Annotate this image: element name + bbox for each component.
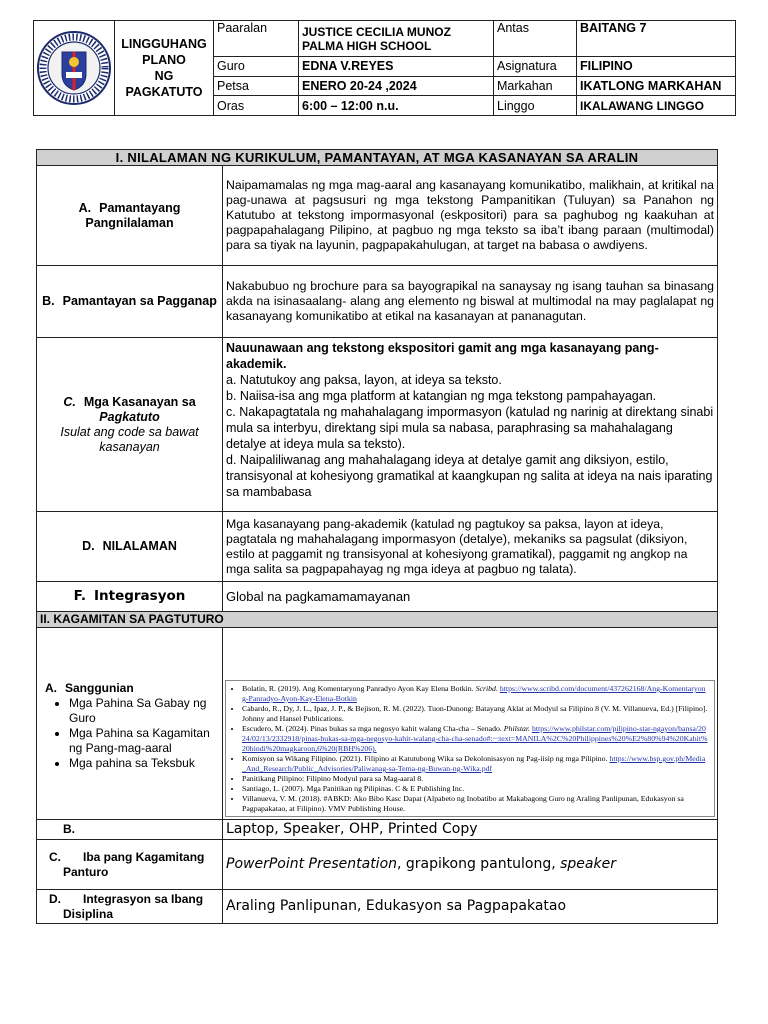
code-note: Isulat ang code sa bawat kasanayan [60,424,199,454]
integrasyon-disiplina-text: Araling Panlipunan, Edukasyon sa Pagpapakatao [223,890,718,924]
doc-title-line-1: LINGGUHANG [121,37,207,51]
mga-kasanayan-content: Nauunawaan ang tekstong ekspositori gamit ang mga kasanayang pang-akademik. a. Natutukoy ang paksa, layon, at ideya sa teksto. b. Naiisa-isa ang mga platform at katangian ng mga tekstong pampahayagan. c. Nakapagtatala ng mahahalagang impormasyon (katulad ng narinig at direktang sinabi mula sa interbyu, direktang sipi mula sa nabasa, paraphrasing sa mahahalagang detalye at ideya mula sa teksto). d. Naipaliliwanag ang mahahalagang ideya at detalye gamit ang diksiyon, estilo, transisyonal at kohesiyong gramatikal at kaangkupan ng salita at ideya na nais iparating sa mambabasa [223,338,718,512]
row-label: Iba pang Kagamitang Panturo [63,849,205,879]
kasanayan-heading: Nauunawaan ang tekstong ekspositori gamit ang mga kasanayang pang-akademik [226,341,659,371]
linggo-value: IKALAWANG LINGGO [577,96,736,116]
reference-item [242,724,708,754]
kagamitan-italic: PowerPoint Presentation [226,856,398,872]
kagamitan-italic: speaker [560,856,616,872]
pamantayang-pangnilalaman-label [37,166,223,266]
row-letter: A. [45,680,57,695]
row-letter: B. [42,294,55,308]
reference-source: Scribd. [475,684,500,693]
references-list [232,684,708,814]
row-label: Integrasyon [93,588,186,604]
reference-item [242,684,708,704]
row-label: Integrasyon sa Ibang Disiplina [63,891,204,921]
oras-label: Oras [214,96,299,116]
sanggunian-bullet: • Mga Pahina Sa Gabay ng Guro [69,696,220,726]
references-image [225,680,715,817]
iba-pang-kagamitan-label [37,840,223,890]
nilalaman-text: Mga kasanayang pang-akademik (katulad ng pagtukoy sa paksa, layon at ideya, pagtatala ng mahahalagang impormasyon (detalye), mekaniks sa pagsulat (diksiyon, estilo at paggamit ng transisyonal at kohesiyong gramatikal), paggamit ng angkop na mga salita sa pagpapahayag ng mga ideya at pagbuo ng talata). [223,512,718,582]
iba-pa-label [37,820,223,840]
reference-item [242,794,708,814]
doc-title-line-2: PLANO [142,53,186,67]
row-label: NILALAMAN [102,539,177,553]
mga-kasanayan-label [37,338,223,512]
reference-item [242,704,708,724]
row-letter: C. [49,849,61,864]
row-label: Sanggunian [65,680,134,695]
asignatura-value: FILIPINO [577,57,736,77]
sanggunian-bullet: • Mga Pahina sa Kagamitan ng Pang-mag-aaral [69,726,220,756]
row-label: Pamantayan sa Pagganap [62,294,217,308]
kagamitan-plain: , grapikong pantulong, [397,856,561,872]
reference-text: Panitikang Pilipino: Filipino Modyul para sa Mag-aaral 8. [242,774,424,783]
reference-link[interactable]: https://www.scribd.com/document/437262168/Ang-Komentaryong-Panradyo-Ayon-Kay-Elena-Botkin [242,684,706,703]
logo-cell [34,21,115,116]
row-letter: D. [82,539,95,553]
nilalaman-label [37,512,223,582]
row-letter: D. [49,891,61,906]
reference-item [242,784,708,794]
linggo-label: Linggo [494,96,577,116]
section-1-title: I. NILALAMAN NG KURIKULUM, PAMANTAYAN, AT MGA KASANAYAN SA ARALIN [37,150,718,166]
deped-seal-icon [36,30,112,106]
antas-label: Antas [494,21,577,57]
kasanayan-item: d. Naipaliliwanag ang mahahalagang ideya at detalye gamit ang diksiyon, estilo, transisyonal at kohesiyong gramatikal at kaangkupan ng salita at ideya na nais iparating sa mambabasa [226,453,713,499]
reference-text: Escudero, M. (2024). Pinas bukas sa mga negosyo kahit walang Cha-cha – Senado. [242,724,504,733]
kagamitan-text: Laptop, Speaker, OHP, Printed Copy [223,820,718,840]
antas-value: BAITANG 7 [577,21,736,57]
guro-label: Guro [214,57,299,77]
reference-link[interactable]: https://www.philstar.com/pilipino-star-ngayon/bansa/2024/02/13/2332918/pinas-bukas-sa-mga-negosyo-kahit-walang-cha-cha-senado#:~:text=MANILA%2C%20Philippines%20%E2%80%94%20Kahit%20hindi%20magkaroon,6%20(RBH%206). [242,724,708,753]
reference-text: Santiago, L. (2007). Mga Panitikan ng Pilipinas. C & E Publishing Inc. [242,784,465,793]
row-letter: F. [73,588,86,604]
row-letter: B. [63,822,75,836]
header-table [33,20,736,116]
asignatura-label: Asignatura [494,57,577,77]
integrasyon-text: Global na pagkamamamayanan [223,582,718,612]
reference-text: Villanueva, V. M. (2018). #ABKD: Ako Bibo Kasc Dapat (Alpabeto ng Inobatibo at Makabagong Guro ng Araling Panlipunan, Edukasyon sa Pagpapakatao, at Filipino). VMV Publishing House. [242,794,684,813]
row-letter: C. [63,394,76,409]
doc-title-line-3: NG PAGKATUTO [125,69,203,99]
sanggunian-label [37,628,223,820]
sanggunian-bullets [59,696,220,771]
lesson-plan-table [36,149,718,924]
reference-text: Bolatin, R. (2019). Ang Komentaryong Panradyo Ayon Kay Elena Botkin. [242,684,476,693]
section-2-title: II. KAGAMITAN SA PAGTUTURO [37,612,718,628]
petsa-value: ENERO 20-24 ,2024 [299,76,494,96]
row-label-italic: Pagkatuto [99,409,160,424]
row-letter: A. [78,200,92,215]
document-title [115,21,214,116]
reference-text: Cabardo, R., Dy, J. L., Ipaz, J. P., & Bejison, R. M. (2022). Tuon-Dunong: Batayang Aklat at Modyul sa Filipino 8 (V. M. Villanueva, Ed.) [Filipino]. Johnny and Hansel Publications. [242,704,708,723]
paaralan-label: Paaralan [214,21,299,57]
oras-value: 6:00 – 12:00 n.u. [299,96,494,116]
markahan-value: IKATLONG MARKAHAN [577,76,736,96]
iba-pang-kagamitan-text [223,840,718,890]
sanggunian-references-cell [223,628,718,820]
reference-source: Philstar. [503,724,532,733]
row-label: Pamantayang Pangnilalaman [85,200,181,230]
pamantayang-pangnilalaman-text: Naipamamalas ng mga mag-aaral ang kasanayang komunikatibo, malikhain, at kritikal na pag-unawa at pagsusuri ng mga tekstong Pampanitikan (Tuluyan) sa Panahon ng Katutubo at tekstong impormasyonal (eskpositori) para sa paghubog ng kaakuhan at pagpapahalagang Pilipino, at pagbuo ng mga teksto sa iba’t ibang paraan (multimodal) para sa tiyak na layunin, pagpapakahulugan, at target na babasa o awdiyens. [223,166,718,266]
pamantayan-sa-pagganap-text: Nakabubuo ng brochure para sa bayograpikal na sanaysay ng isang tauhan sa binasang akda na isinasaalang- alang ang elemento ng biswal at multimodal na may paglalapat ng kasanayang komunikatibo at etikal na kasanayan at pananagutan. [223,266,718,338]
petsa-label: Petsa [214,76,299,96]
row-label: Mga Kasanayan sa [83,394,196,409]
reference-link[interactable]: https://www.bsp.gov.ph/Media_And_Research/Public_Advisories/Paliwanag-sa-Tema-ng-Buwan-ng-Wika.pdf [242,754,706,773]
reference-text: Komisyon sa Wikang Filipino. (2021). Filipino at Katutubong Wika sa Dekolonisasyon ng Pag-iisip ng mga Pilipino. [242,754,610,763]
kasanayan-item: c. Nakapagtatala ng mahahalagang impormasyon (katulad ng narinig at direktang sinabi mula sa interbyu, direktang sipi mula sa nabasa, paraphrasing sa mahahalagang detalye at ideya mula sa teksto). [226,405,714,451]
paaralan-value: JUSTICE CECILIA MUNOZ PALMA HIGH SCHOOL [299,21,494,57]
pamantayan-sa-pagganap-label [37,266,223,338]
reference-item [242,774,708,784]
integrasyon-disiplina-label [37,890,223,924]
sanggunian-bullet: • Mga pahina sa Teksbuk [69,756,220,771]
kasanayan-item: b. Naiisa-isa ang mga platform at katangian ng mga tekstong pampahayagan. [226,389,657,403]
reference-item [242,754,708,774]
kasanayan-item: a. Natutukoy ang paksa, layon, at ideya sa teksto. [226,373,502,387]
integrasyon-label [37,582,223,612]
markahan-label: Markahan [494,76,577,96]
guro-value: EDNA V.REYES [299,57,494,77]
